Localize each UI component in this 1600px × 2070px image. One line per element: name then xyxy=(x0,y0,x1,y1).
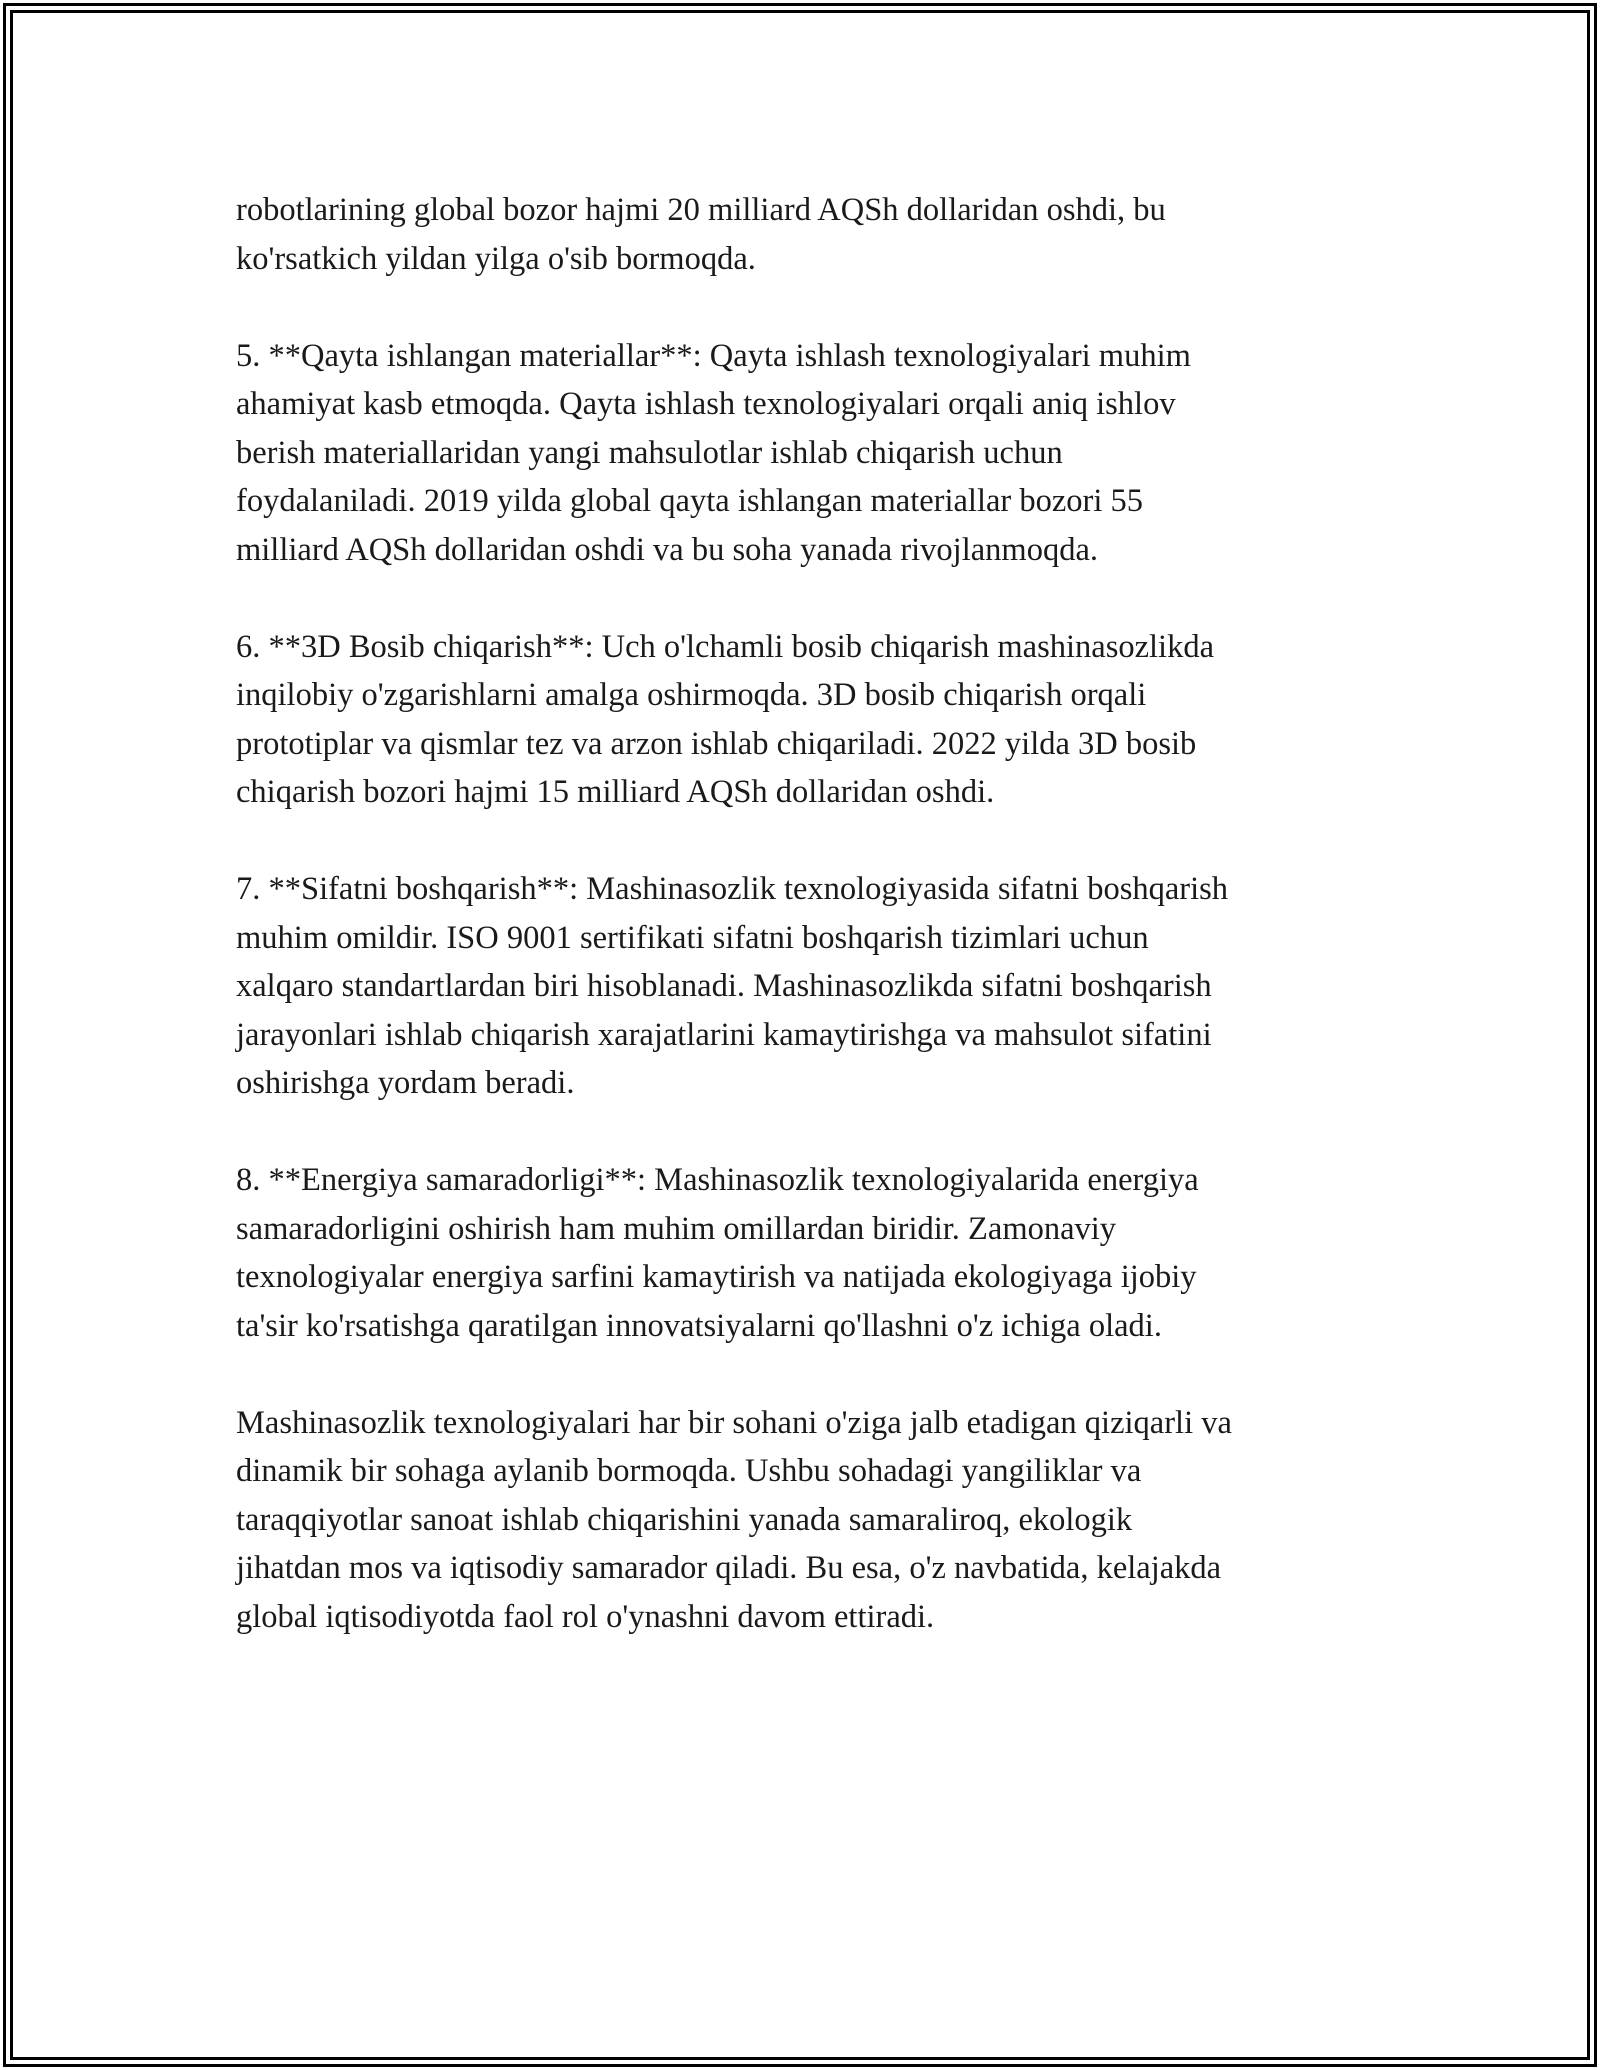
paragraph-quality-management: 7. **Sifatni boshqarish**: Mashinasozlik texnologiyasida sifatni boshqarish muhim omildir. ISO 9001 sertifikati sifatni boshqarish tizimlari uchun xalqaro standartlardan biri hisoblanadi. Mashinasozlikda sifatni boshqarish jarayonlari ishlab chiqarish xarajatlarini kamaytirishga va mahsulot sifatini oshirishga yordam beradi. xyxy=(236,871,1229,1101)
document-body xyxy=(236,186,1366,1641)
paragraph-conclusion: Mashinasozlik texnologiyalari har bir sohani o'ziga jalb etadigan qiziqarli va dinamik bir sohaga aylanib bormoqda. Ushbu sohadagi yangiliklar va taraqqiyotlar sanoat ishlab chiqarishini yanada samaraliroq, ekologik jihatdan mos va iqtisodiy samarador qiladi. Bu esa, o'z navbatida, kelajakda global iqtisodiyotda faol rol o'ynashni davom ettiradi. xyxy=(236,1404,1232,1635)
paragraph-robots-market: robotlarining global bozor hajmi 20 milliard AQSh dollaridan oshdi, bu ko'rsatkich yildan yilga o'sib bormoqda. xyxy=(236,192,1166,277)
paragraph-recycled-materials: 5. **Qayta ishlangan materiallar**: Qayta ishlash texnologiyalari muhim ahamiyat kasb etmoqda. Qayta ishlash texnologiyalari orqali aniq ishlov berish materiallaridan yangi mahsulotlar ishlab chiqarish uchun foydalaniladi. 2019 yilda global qayta ishlangan materiallar bozori 55 milliard AQSh dollaridan oshdi va bu soha yanada rivojlanmoqda. xyxy=(236,337,1191,568)
paragraph-energy-efficiency: 8. **Energiya samaradorligi**: Mashinasozlik texnologiyalarida energiya samaradorligini oshirish ham muhim omillardan biridir. Zamonaviy texnologiyalar energiya sarfini kamaytirish va natijada ekologiyaga ijobiy ta'sir ko'rsatishga qaratilgan innovatsiyalarni qo'llashni o'z ichiga oladi. xyxy=(236,1162,1199,1344)
paragraph-3d-printing: 6. **3D Bosib chiqarish**: Uch o'lchamli bosib chiqarish mashinasozlikda inqilobiy o'zgarishlarni amalga oshirmoqda. 3D bosib chiqarish orqali prototiplar va qismlar tez va arzon ishlab chiqariladi. 2022 yilda 3D bosib chiqarish bozori hajmi 15 milliard AQSh dollaridan oshdi. xyxy=(236,628,1214,810)
